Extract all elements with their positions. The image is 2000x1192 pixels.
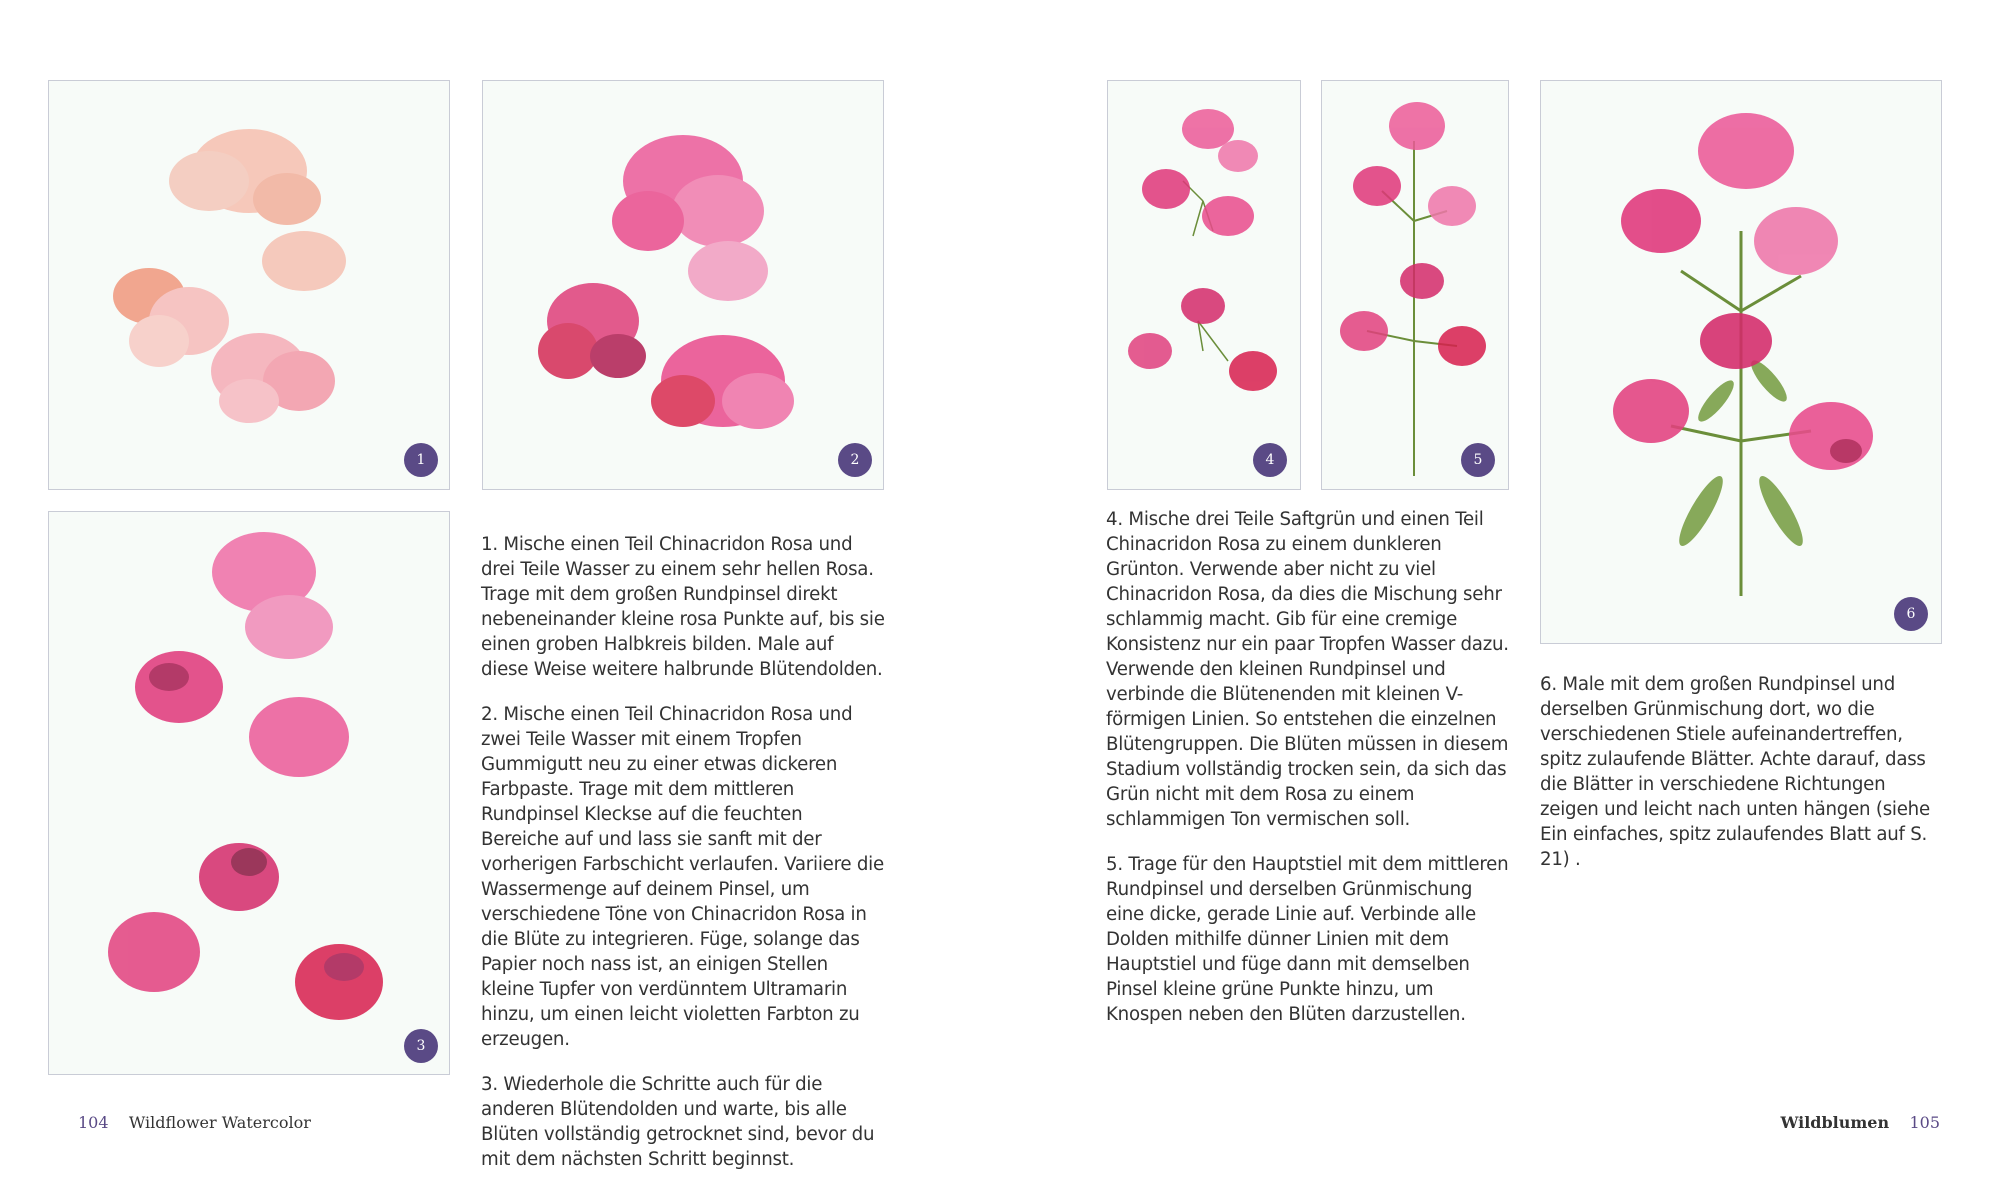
illustration-step-2 [482, 80, 884, 490]
illustration-step-4 [1107, 80, 1301, 490]
steps-4-5-text [1106, 507, 1512, 1047]
watercolor-blobs-step-2 [483, 81, 884, 490]
illustration-step-6 [1540, 80, 1942, 644]
watercolor-blobs-step-3 [49, 512, 450, 1075]
page-number-left: 104 [78, 1113, 109, 1132]
watercolor-blobs-step-1 [49, 81, 450, 490]
watercolor-flower-final [1541, 81, 1942, 644]
illustration-step-5 [1321, 80, 1509, 490]
step-6-text-block [1540, 672, 1946, 892]
illustration-step-3 [48, 511, 450, 1075]
chapter-title: Wildblumen [1780, 1113, 1890, 1132]
step-badge-4: 4 [1253, 443, 1287, 477]
step-1-text: 1. Mische einen Teil Chinacridon Rosa und drei Teile Wasser zu einem sehr hellen Rosa. Trage mit dem großen Rundpinsel direkt nebeneinander kleine rosa Punkte auf, bis sie einen groben Halbkreis bilden. Male auf diese Weise weitere halbrunde Blütendolden. [481, 534, 885, 680]
page-number-right: 105 [1909, 1113, 1940, 1132]
illustration-step-1 [48, 80, 450, 490]
footer-left [78, 1113, 311, 1132]
book-title: Wildflower Watercolor [128, 1113, 311, 1132]
step-2-text: 2. Mische einen Teil Chinacridon Rosa und zwei Teile Wasser mit einem Tropfen Gummigutt neu zu einer etwas dickeren Farbpaste. Trage mit dem mittleren Rundpinsel Kleckse auf die feuchten Bereiche auf und lass sie sanft mit der vorherigen Farbschicht verlaufen. Variiere die Wassermenge auf deinem Pinsel, um verschiedene Töne von Chinacridon Rosa in die Blüte zu integrieren. Füge, solange das Papier noch nass ist, an einigen Stellen kleine Tupfer von verdünntem Ultramarin hinzu, um einen leicht violetten Farbton zu erzeugen. [481, 704, 884, 1050]
step-badge-6: 6 [1894, 597, 1928, 631]
step-badge-3: 3 [404, 1029, 438, 1063]
steps-1-3-text [481, 532, 885, 1192]
step-badge-5: 5 [1461, 443, 1495, 477]
step-6-text: 6. Male mit dem großen Rundpinsel und derselben Grünmischung dort, wo die verschiedenen Stiele aufeinandertreffen, spitz zulaufende Blätter. Achte darauf, dass die Blätter in verschiedene Richtungen zeigen und leicht nach unten hängen (siehe Ein einfaches, spitz zulaufendes Blatt auf S. 21) . [1540, 674, 1930, 870]
step-badge-2: 2 [838, 443, 872, 477]
step-3-text: 3. Wiederhole die Schritte auch für die anderen Blütendolden und warte, bis alle Blüten vollständig getrocknet sind, bevor du mit dem nächsten Schritt beginnst. [481, 1074, 875, 1170]
step-5-text: 5. Trage für den Hauptstiel mit dem mittleren Rundpinsel und derselben Grünmischung eine dicke, gerade Linie auf. Verbinde alle Dolden mithilfe dünner Linien mit dem Hauptstiel und füge dann mit demselben Pinsel kleine grüne Punkte hinzu, um Knospen neben den Blüten darzustellen. [1106, 854, 1509, 1025]
watercolor-blobs-step-4 [1108, 81, 1301, 490]
footer-right [1780, 1113, 1940, 1132]
step-4-text: 4. Mische drei Teile Saftgrün und einen Teil Chinacridon Rosa zu einem dunkleren Grünton. Verwende aber nicht zu viel Chinacridon Rosa, da dies die Mischung sehr schlammig macht. Gib für eine cremige Konsistenz nur ein paar Tropfen Wasser dazu. Verwende den kleinen Rundpinsel und verbinde die Blütenenden mit kleinen V-förmigen Linien. So entstehen die einzelnen Blütengruppen. Die Blüten müssen in diesem Stadium vollständig trocken sein, da sich das Grün nicht mit dem Rosa zu einem schlammigen Ton vermischen soll. [1106, 509, 1509, 830]
watercolor-blobs-step-5 [1322, 81, 1509, 490]
step-badge-1: 1 [404, 443, 438, 477]
